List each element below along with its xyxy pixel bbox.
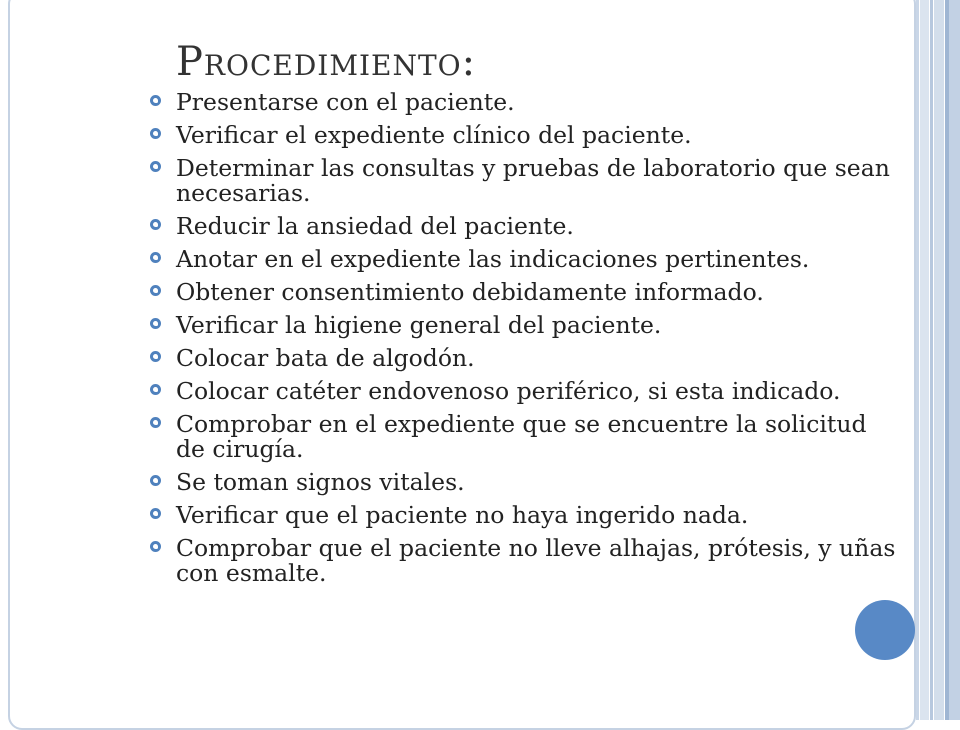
slide-title: Procedimiento:: [176, 39, 477, 85]
ring-bullet-icon: [150, 285, 161, 296]
list-item: [150, 123, 902, 148]
ring-bullet-icon: [150, 475, 161, 486]
list-item: [150, 90, 902, 115]
list-item-text: Verificar que el paciente no haya ingerido nada.: [176, 501, 749, 529]
list-item-text: Determinar las consultas y pruebas de laboratorio que sean necesarias.: [176, 154, 890, 207]
list-item-text: Comprobar que el paciente no lleve alhajas, prótesis, y uñas con esmalte.: [176, 534, 896, 587]
list-item: [150, 379, 902, 404]
ring-bullet-icon: [150, 219, 161, 230]
ring-bullet-icon: [150, 384, 161, 395]
ring-bullet-icon: [150, 417, 161, 428]
list-item-text: Colocar catéter endovenoso periférico, si esta indicado.: [176, 377, 841, 405]
list-item: [150, 247, 902, 272]
list-item-text: Comprobar en el expediente que se encuentre la solicitud de cirugía.: [176, 410, 867, 463]
list-item: [150, 280, 902, 305]
procedure-list: [150, 90, 902, 586]
ring-bullet-icon: [150, 351, 161, 362]
list-item: [150, 503, 902, 528]
ring-bullet-icon: [150, 95, 161, 106]
bullet-content: [150, 90, 902, 594]
decorative-side-bars: [916, 0, 960, 720]
side-bar: [934, 0, 944, 720]
list-item: [150, 470, 902, 495]
list-item-text: Verificar el expediente clínico del paciente.: [176, 121, 692, 149]
ring-bullet-icon: [150, 252, 161, 263]
ring-bullet-icon: [150, 508, 161, 519]
ring-bullet-icon: [150, 318, 161, 329]
ring-bullet-icon: [150, 128, 161, 139]
ring-bullet-icon: [150, 161, 161, 172]
list-item-text: Se toman signos vitales.: [176, 468, 465, 496]
list-item-text: Reducir la ansiedad del paciente.: [176, 212, 574, 240]
list-item-text: Obtener consentimiento debidamente informado.: [176, 278, 764, 306]
list-item-text: Verificar la higiene general del paciente.: [176, 311, 662, 339]
list-item: [150, 412, 902, 462]
list-item: [150, 313, 902, 338]
list-item-text: Anotar en el expediente las indicaciones pertinentes.: [176, 245, 810, 273]
side-bar: [930, 0, 933, 720]
side-bar: [920, 0, 929, 720]
decorative-circle: [855, 600, 915, 660]
list-item: [150, 536, 902, 586]
list-item: [150, 156, 902, 206]
side-bar: [949, 0, 960, 720]
list-item: [150, 346, 902, 371]
list-item-text: Presentarse con el paciente.: [176, 88, 515, 116]
list-item-text: Colocar bata de algodón.: [176, 344, 475, 372]
list-item: [150, 214, 902, 239]
side-bar: [916, 0, 919, 720]
ring-bullet-icon: [150, 541, 161, 552]
